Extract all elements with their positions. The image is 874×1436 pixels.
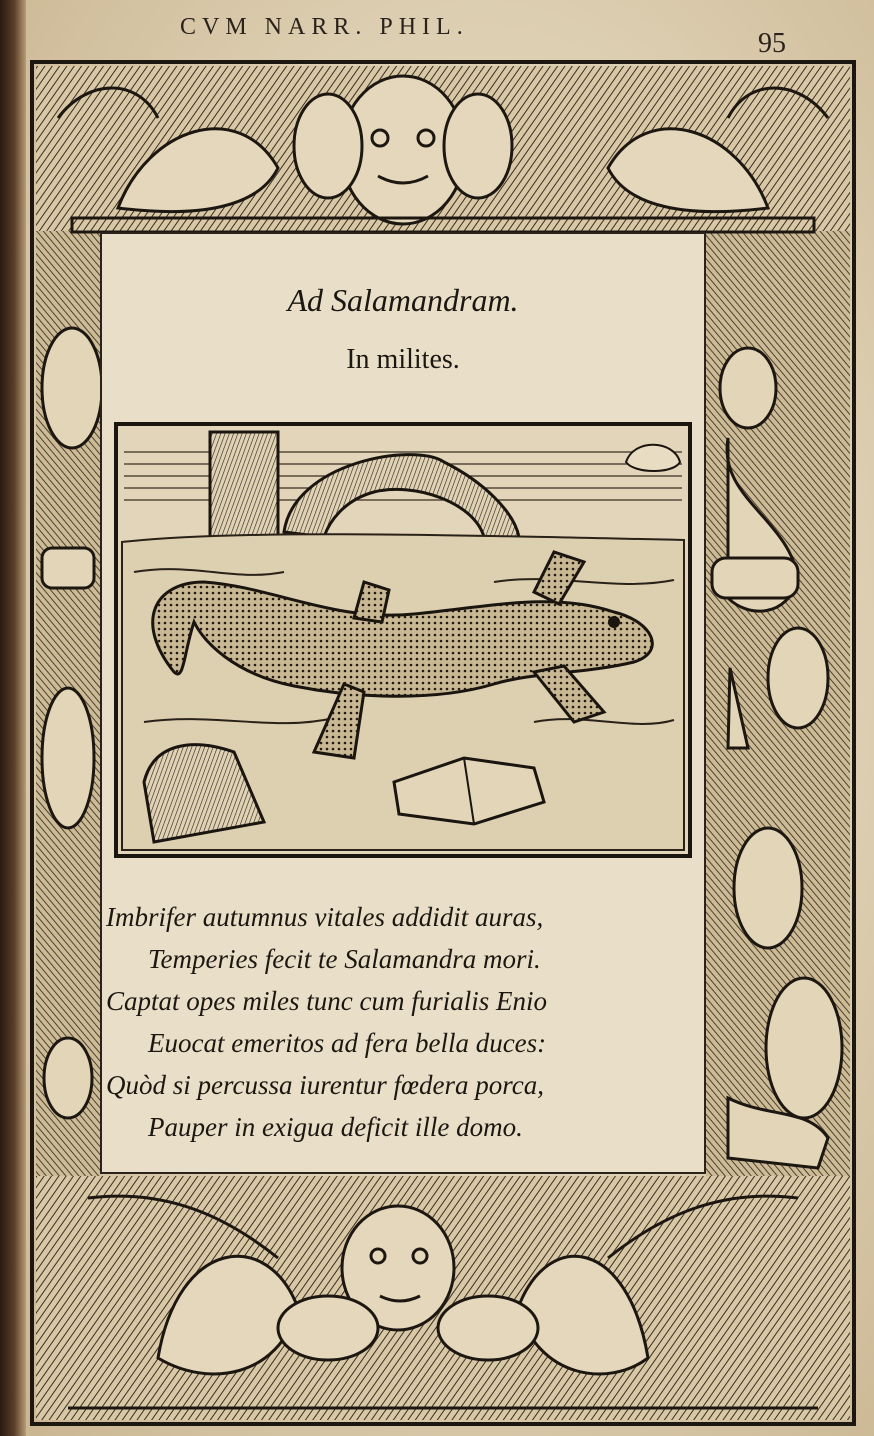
- verse-line-3: Captat opes miles tunc cum furialis Enio: [106, 986, 547, 1016]
- emblem-panel: [100, 232, 706, 1174]
- verse-line-6: Pauper in exigua deficit ille domo.: [148, 1112, 523, 1142]
- emblem-motto: In milites.: [346, 344, 460, 375]
- verse-line-4: Euocat emeritos ad fera bella duces:: [148, 1028, 547, 1058]
- salamander-woodcut: [114, 422, 692, 858]
- verse-line-2: Temperies fecit te Salamandra mori.: [148, 944, 541, 974]
- running-head: CVM NARR. PHIL.: [180, 14, 469, 40]
- page-number: 95: [758, 28, 786, 59]
- emblem-title: Ad Salamandram.: [287, 282, 519, 318]
- verse-line-1: Imbrifer autumnus vitales addidit auras,: [106, 902, 544, 932]
- emblem-verse: [106, 896, 702, 1148]
- book-spine: [0, 0, 26, 1436]
- verse-line-5: Quòd si percussa iurentur fœdera porca,: [106, 1070, 544, 1100]
